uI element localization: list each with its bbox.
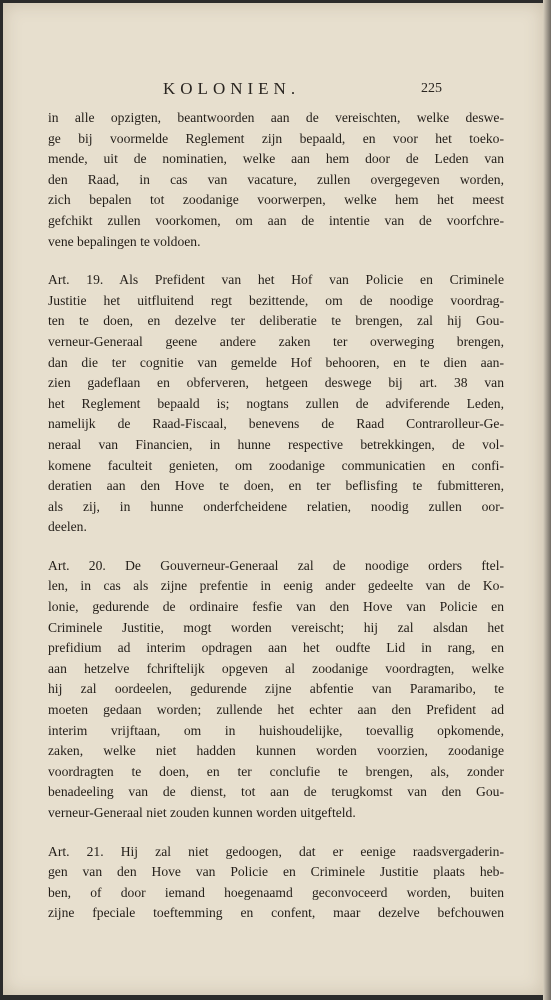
text-line: verneur-Generaal geene andere zaken ter overweging brengen, xyxy=(48,333,504,349)
paragraph-1 xyxy=(48,108,504,252)
paragraph-art-20 xyxy=(48,556,504,824)
text-line: Justitie het uitfluitend regt bezittende, om de noodige voordrag- xyxy=(48,292,504,308)
text-line: neraal van Financien, in hunne respective betrekkingen, de vol- xyxy=(48,436,504,452)
text-line: gefchikt zullen voorkomen, om aan de intentie van de voorfchre- xyxy=(48,212,504,228)
text-line: zien gadeflaan en obferveren, hetgeen deswege bij art. 38 van xyxy=(48,375,504,391)
text-line: interim vrijftaan, om in huishoudelijke, toevallig opkomende, xyxy=(48,722,504,738)
text-line: deratien aan den Hove te doen, en ter beflisfing te fubmitteren, xyxy=(48,478,504,494)
text-line: hij zal oordeelen, gedurende zijne abfentie van Paramaribo, te xyxy=(48,681,504,697)
text-line: ge bij voormelde Reglement zijn bepaald, en voor het toeko- xyxy=(48,130,504,146)
text-line: prefidium ad interim opdragen aan het oudfte Lid in rang, en xyxy=(48,640,504,656)
text-line: als zij, in hunne onderfcheidene relatien, noodig zullen oor- xyxy=(48,498,504,514)
text-line: deelen. xyxy=(48,519,87,535)
text-line: ten te doen, en dezelve ter deliberatie te brengen, zal hij Gou- xyxy=(48,313,504,329)
text-line: Art. 21. Hij zal niet gedoogen, dat er eenige raadsvergaderin- xyxy=(48,843,504,859)
text-line: vene bepalingen te voldoen. xyxy=(48,233,201,249)
text-line: zaken, welke niet hadden kunnen worden voorzien, zoodanige xyxy=(48,743,504,759)
text-line: ben, of door iemand hoegenaamd geconvoceerd worden, buiten xyxy=(48,884,504,900)
text-line: komene faculteit genieten, om zoodanige communicatien en confi- xyxy=(48,457,504,473)
page-number: 225 xyxy=(421,81,442,96)
running-title: KOLONIEN. xyxy=(163,79,301,98)
text-line: zijne fpeciale toeftemming en confent, maar dezelve befchouwen xyxy=(48,905,504,921)
book-page xyxy=(3,3,543,995)
paragraph-art-19 xyxy=(48,270,504,538)
text-line: benadeeling van de dienst, tot aan de terugkomst van den Gou- xyxy=(48,784,504,800)
body-text xyxy=(48,108,504,942)
text-line: Art. 19. Als Prefident van het Hof van Policie en Criminele xyxy=(48,272,504,288)
text-line: in alle opzigten, beantwoorden aan de vereischten, welke deswe- xyxy=(48,110,504,125)
page-edge-shadow xyxy=(543,0,551,1000)
text-line: gen van den Hove van Policie en Criminele Justitie plaats heb- xyxy=(48,864,504,880)
text-line: lonie, gedurende de ordinaire fesfie van den Hove van Policie en xyxy=(48,599,504,615)
text-line: het Reglement bepaald is; nogtans zullen de adviferende Leden, xyxy=(48,395,504,411)
text-line: voordragten te doen, en ter conclufie te brengen, als, zonder xyxy=(48,763,504,779)
text-line: len, in cas als zijne prefentie in eenig ander gedeelte van de Ko- xyxy=(48,578,504,594)
text-line: verneur-Generaal niet zouden kunnen worden uitgefteld. xyxy=(48,805,356,820)
text-line: Art. 20. De Gouverneur-Generaal zal de noodige orders ftel- xyxy=(48,557,504,573)
text-line: namelijk de Raad-Fiscaal, benevens de Raad Contrarolleur-Ge- xyxy=(48,416,504,432)
text-line: mende, uit de nominatien, welke aan hem door de Leden van xyxy=(48,151,504,167)
text-line: moeten gedaan worden; zullende het echter aan den Prefident ad xyxy=(48,702,504,718)
text-line: aan hetzelve fchriftelijk opgeven al zoodanige voordragten, welke xyxy=(48,660,504,676)
paragraph-art-21 xyxy=(48,842,504,924)
page-header xyxy=(3,79,543,103)
text-line: dan die ter cognitie van gemelde Hof behooren, en te dien aan- xyxy=(48,354,504,370)
text-line: zich bepalen tot zoodanige voorwerpen, welke hem het meest xyxy=(48,192,504,208)
text-line: den Raad, in cas van vacature, zullen overgegeven worden, xyxy=(48,171,504,187)
text-line: Criminele Justitie, mogt worden vereischt; hij zal alsdan het xyxy=(48,619,504,635)
